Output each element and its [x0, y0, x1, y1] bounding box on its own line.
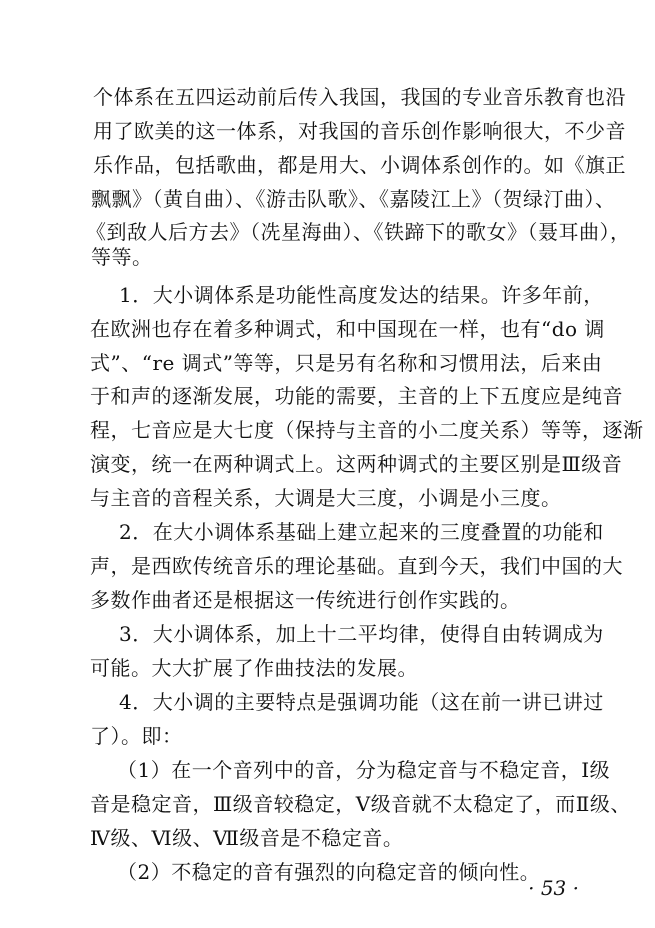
paragraph-1-first-line: 1．大小调体系是功能性高度发达的结果。许多年前， [119, 283, 604, 307]
text-line: 与主音的音程关系，大调是大三度，小调是小三度。 [90, 486, 562, 510]
text-line: 于和声的逐渐发展，功能的需要，主音的上下五度应是纯音 [90, 384, 623, 408]
text-line: 多数作曲者还是根据这一传统进行创作实践的。 [90, 588, 521, 612]
text-line: 在欧洲也存在着多种调式，和中国现在一样，也有“do 调 [90, 317, 605, 341]
text-line: 个体系在五四运动前后传入我国，我国的专业音乐教育也沿 [93, 85, 626, 109]
paragraph-3-first-line: 3．大小调体系，加上十二平均律，使得自由转调成为 [119, 622, 604, 646]
text-line: 飘飘》（黄自曲）、《游击队歌》、《嘉陵江上》（贺绿汀曲）、 [91, 187, 616, 211]
text-line: Ⅳ级、Ⅵ级、Ⅶ级音是不稳定音。 [90, 826, 404, 850]
text-line: 声，是西欧传统音乐的理论基础。直到今天，我们中国的大 [90, 554, 623, 578]
text-line: 《到敌人后方去》（冼星海曲）、《铁蹄下的歌女》（聂耳曲）， [86, 220, 631, 244]
paragraph-2-first-line: 2．在大小调体系基础上建立起来的三度叠置的功能和 [119, 520, 604, 544]
text-line: 音是稳定音，Ⅲ级音较稳定，Ⅴ级音就不太稳定了，而Ⅱ级、 [90, 792, 631, 816]
text-line: 用了欧美的这一体系，对我国的音乐创作影响很大，不少音 [93, 119, 626, 143]
text-line: 乐作品，包括歌曲，都是用大、小调体系创作的。如《旗正 [93, 153, 626, 177]
page-number: · 53 · [528, 876, 579, 900]
text-line: 式”、“re 调式”等等，只是另有名称和习惯用法，后来由 [90, 351, 603, 375]
text-line: 程，七音应是大七度（保持与主音的小二度关系）等等，逐渐 [90, 418, 644, 442]
text-line: 可能。大大扩展了作曲技法的发展。 [90, 656, 418, 680]
text-line: 等等。 [91, 245, 153, 269]
list-item-2: （2）不稳定的音有强烈的向稳定音的倾向性。 [117, 860, 541, 884]
paragraph-4-first-line: 4．大小调的主要特点是强调功能（这在前一讲已讲过 [119, 690, 604, 714]
text-line: 了）。即： [90, 724, 183, 748]
list-item-1-first-line: （1）在一个音列中的音，分为稳定音与不稳定音，Ⅰ级 [117, 758, 611, 782]
text-line: 演变，统一在两种调式上。这两种调式的主要区别是Ⅲ级音 [90, 452, 623, 476]
